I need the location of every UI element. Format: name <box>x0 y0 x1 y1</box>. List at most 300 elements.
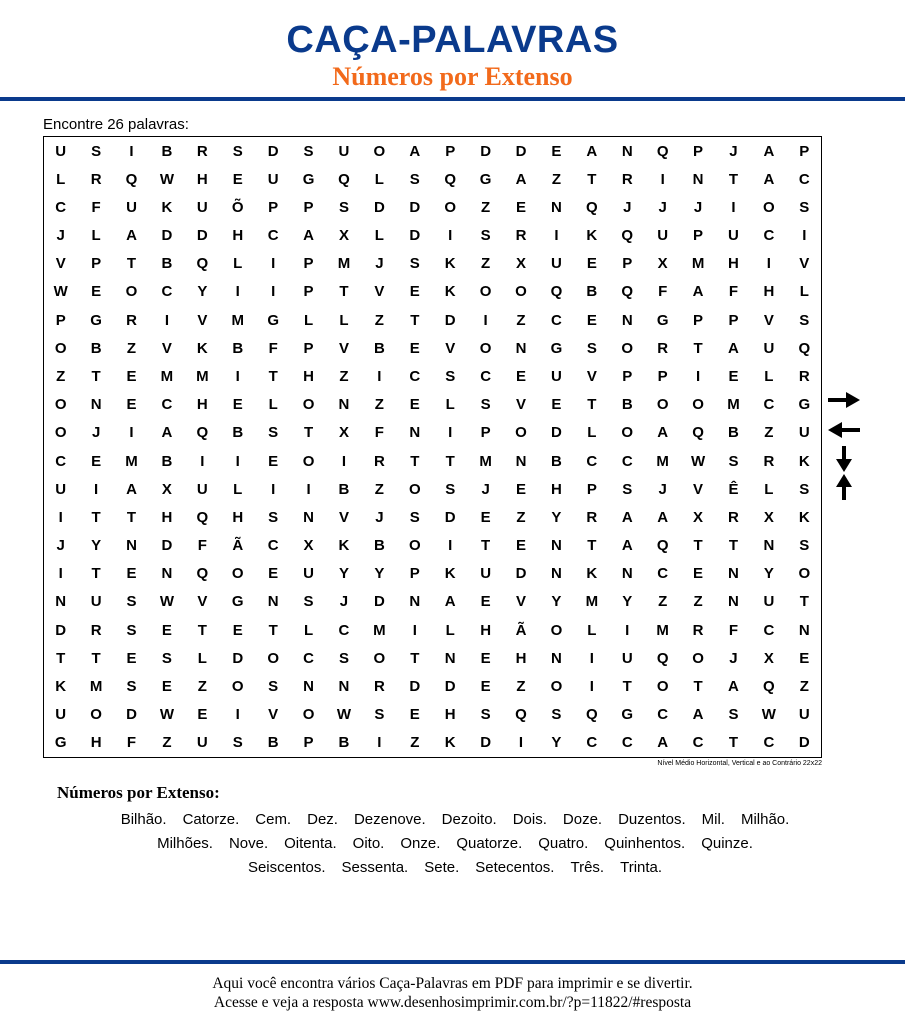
grid-letter: S <box>303 142 314 160</box>
grid-letter: U <box>551 368 562 386</box>
grid-letter: L <box>445 621 455 639</box>
grid-letter: H <box>196 170 208 188</box>
grid-letter: R <box>586 508 598 526</box>
grid-letter: L <box>233 255 243 273</box>
grid-letter: U <box>196 480 208 498</box>
grid-letter: C <box>692 734 704 752</box>
word-list-item: Sessenta. <box>341 859 409 876</box>
grid-letter: A <box>692 283 704 301</box>
grid-letter: T <box>91 565 101 583</box>
grid-letter: T <box>56 649 66 667</box>
grid-letter: S <box>728 706 739 724</box>
grid-letter: H <box>480 621 492 639</box>
grid-letter: G <box>479 170 492 188</box>
grid-letter: I <box>766 255 771 273</box>
grid-letter: L <box>799 283 809 301</box>
grid-letter: A <box>621 508 633 526</box>
grid-letter: Z <box>481 255 491 273</box>
grid-letter: I <box>377 734 382 752</box>
page-title: CAÇA-PALAVRAS <box>286 19 619 61</box>
grid-letter: L <box>374 170 384 188</box>
grid-letter: M <box>231 311 244 329</box>
grid-letter: I <box>341 452 347 470</box>
grid-letter: O <box>373 142 386 160</box>
word-list-item: Milhão. <box>740 811 790 828</box>
grid-letter: Õ <box>231 198 244 216</box>
grid-letter: J <box>375 508 384 526</box>
grid-letter: G <box>267 311 279 329</box>
grid-letter: X <box>303 537 314 555</box>
grid-letter: T <box>587 396 597 414</box>
grid-letter: U <box>55 142 67 160</box>
grid-letter: P <box>622 255 633 273</box>
grid-letter: S <box>268 508 279 526</box>
grid-letter: I <box>448 227 453 245</box>
grid-letter: L <box>268 396 278 414</box>
grid-letter: S <box>268 424 279 442</box>
grid-letter: T <box>197 621 207 639</box>
grid-letter: C <box>586 734 598 752</box>
grid-letter: U <box>763 593 775 611</box>
grid-letter: U <box>798 424 810 442</box>
grid-letter: D <box>232 649 244 667</box>
word-list-item: Trinta. <box>620 859 663 876</box>
grid-letter: E <box>516 537 527 555</box>
grid-letter: P <box>693 142 704 160</box>
grid-letter: Z <box>374 480 384 498</box>
grid-letter: C <box>763 621 775 639</box>
grid-letter: V <box>161 339 172 357</box>
grid-letter: C <box>763 396 775 414</box>
grid-letter: N <box>621 142 633 160</box>
grid-letter: U <box>763 339 775 357</box>
grid-letter: T <box>587 537 597 555</box>
grid-letter: O <box>302 706 315 724</box>
grid-letter: P <box>303 255 314 273</box>
grid-letter: B <box>338 734 350 752</box>
grid-letter: P <box>693 227 704 245</box>
word-list-item: Bilhão. <box>120 811 167 828</box>
grid-letter: K <box>586 565 598 583</box>
grid-letter: D <box>373 198 385 216</box>
grid-letter: U <box>126 198 137 216</box>
grid-letter: P <box>480 424 491 442</box>
grid-letter: N <box>338 678 350 696</box>
grid-letter: E <box>693 565 704 583</box>
grid-letter: T <box>126 508 137 526</box>
grid-letter: T <box>91 368 101 386</box>
grid-letter: C <box>586 452 598 470</box>
grid-letter: F <box>374 424 384 442</box>
grid-letter: D <box>55 621 67 639</box>
grid-letter: N <box>763 537 775 555</box>
word-list <box>40 808 870 880</box>
grid-letter: S <box>409 508 420 526</box>
grid-letter: L <box>587 424 597 442</box>
grid-letter: X <box>516 255 527 273</box>
grid-letter: R <box>373 678 385 696</box>
grid-letter: U <box>551 255 562 273</box>
grid-letter: C <box>657 706 669 724</box>
grid-letter: X <box>693 508 704 526</box>
grid-letter: K <box>444 734 456 752</box>
grid-letter: T <box>126 255 137 273</box>
footer-divider <box>0 960 905 964</box>
grid-letter: N <box>515 339 527 357</box>
grid-letter: Q <box>196 255 209 273</box>
grid-letter: J <box>339 593 349 611</box>
grid-letter: P <box>303 283 314 301</box>
grid-letter: T <box>799 593 809 611</box>
grid-letter: F <box>728 283 739 301</box>
grid-letter: P <box>586 480 597 498</box>
grid-letter: Ã <box>515 621 527 639</box>
grid-letter: D <box>480 142 492 160</box>
grid-letter: C <box>657 565 669 583</box>
grid-letter: U <box>55 706 67 724</box>
grid-letter: A <box>692 706 704 724</box>
footer-line-1: Aqui você encontra vários Caça-Palavras em PDF para imprimir e se divertir. <box>212 975 693 992</box>
grid-letter: T <box>693 339 703 357</box>
grid-letter: C <box>621 452 633 470</box>
grid-letter: I <box>306 480 311 498</box>
grid-letter: P <box>622 368 633 386</box>
grid-letter: C <box>338 621 350 639</box>
grid-letter: O <box>90 706 102 724</box>
grid-letter: Q <box>763 678 775 696</box>
grid-letter: P <box>91 255 102 273</box>
word-search-grid <box>43 137 822 757</box>
grid-letter: H <box>90 734 102 752</box>
grid-letter: S <box>338 649 349 667</box>
grid-letter: R <box>798 368 810 386</box>
word-list-item: Dois. <box>512 811 547 828</box>
grid-letter: R <box>621 170 633 188</box>
grid-letter: I <box>58 565 63 583</box>
grid-letter: Q <box>621 227 634 245</box>
grid-letter: V <box>55 255 66 273</box>
grid-letter: I <box>129 142 134 160</box>
grid-letter: Z <box>481 198 491 216</box>
grid-letter: F <box>91 198 101 216</box>
grid-letter: N <box>728 593 739 611</box>
grid-letter: A <box>728 678 739 696</box>
grid-letter: G <box>656 311 669 329</box>
grid-letter: A <box>444 593 456 611</box>
grid-letter: P <box>268 198 279 216</box>
grid-letter: U <box>338 142 350 160</box>
grid-letter: C <box>161 283 173 301</box>
grid-letter: O <box>479 339 492 357</box>
grid-letter: D <box>409 198 421 216</box>
word-list-item: Quatorze. <box>456 835 523 852</box>
grid-letter: V <box>374 283 385 301</box>
grid-letter: M <box>691 255 705 273</box>
grid-letter: G <box>54 734 67 752</box>
grid-letter: D <box>126 706 137 724</box>
grid-letter: P <box>55 311 66 329</box>
grid-letter: U <box>90 593 102 611</box>
grid-letter: L <box>764 480 774 498</box>
grid-letter: D <box>161 537 173 555</box>
grid-letter: V <box>445 339 456 357</box>
grid-letter: N <box>621 311 633 329</box>
grid-letter: E <box>91 452 102 470</box>
grid-letter: I <box>589 649 594 667</box>
grid-letter: E <box>268 565 279 583</box>
grid-letter: E <box>232 396 243 414</box>
grid-letter: Y <box>551 508 562 526</box>
grid-letter: W <box>761 706 776 724</box>
grid-letter: Z <box>658 593 668 611</box>
grid-letter: U <box>55 480 67 498</box>
grid-letter: B <box>90 339 102 357</box>
grid-letter: A <box>303 227 314 245</box>
grid-letter: R <box>90 621 102 639</box>
arrow-left-icon <box>826 420 862 440</box>
grid-letter: B <box>232 424 244 442</box>
grid-letter: N <box>692 170 704 188</box>
grid-letter: N <box>303 678 314 696</box>
grid-letter: W <box>53 283 68 301</box>
grid-letter: B <box>161 255 173 273</box>
grid-letter: I <box>271 283 276 301</box>
grid-letter: A <box>126 480 137 498</box>
grid-letter: A <box>657 424 669 442</box>
grid-letter: D <box>409 678 421 696</box>
arrow-up-icon <box>834 472 854 502</box>
grid-letter: T <box>268 621 278 639</box>
grid-letter: M <box>337 255 351 273</box>
word-list-item: Oito. <box>352 835 385 852</box>
grid-letter: L <box>339 311 349 329</box>
grid-letter: E <box>126 396 137 414</box>
grid-letter: O <box>692 396 704 414</box>
grid-letter: K <box>196 339 208 357</box>
grid-letter: C <box>55 452 67 470</box>
grid-letter: Q <box>621 283 634 301</box>
grid-letter: X <box>763 508 774 526</box>
grid-letter: R <box>373 452 385 470</box>
grid-letter: K <box>55 678 67 696</box>
word-list-item: Duzentos. <box>618 811 686 828</box>
grid-letter: I <box>448 424 453 442</box>
grid-letter: B <box>621 396 633 414</box>
grid-letter: C <box>267 227 279 245</box>
grid-letter: I <box>58 508 63 526</box>
grid-letter: O <box>692 649 704 667</box>
grid-letter: E <box>197 706 208 724</box>
grid-letter: S <box>551 706 562 724</box>
grid-letter: S <box>268 678 279 696</box>
grid-letter: Z <box>162 734 172 752</box>
grid-letter: E <box>409 339 420 357</box>
grid-letter: T <box>728 537 739 555</box>
grid-letter: E <box>480 508 491 526</box>
grid-letter: Ã <box>232 537 244 555</box>
grid-letter: S <box>126 593 137 611</box>
grid-letter: N <box>551 198 562 216</box>
grid-letter: S <box>409 255 420 273</box>
grid-letter: O <box>231 678 244 696</box>
grid-letter: A <box>161 424 173 442</box>
grid-letter: E <box>126 368 137 386</box>
grid-letter: E <box>409 283 420 301</box>
grid-letter: E <box>728 368 739 386</box>
grid-letter: W <box>159 170 174 188</box>
grid-letter: V <box>799 255 810 273</box>
grid-letter: Z <box>374 311 384 329</box>
grid-letter: W <box>159 706 174 724</box>
grid-letter: D <box>444 678 456 696</box>
grid-letter: T <box>410 311 420 329</box>
grid-letter: Y <box>91 537 102 555</box>
grid-letter: T <box>587 170 597 188</box>
grid-letter: S <box>303 593 314 611</box>
grid-letter: S <box>622 480 633 498</box>
grid-letter: I <box>695 368 701 386</box>
word-list-item: Dezoito. <box>441 811 497 828</box>
grid-letter: S <box>799 537 810 555</box>
grid-letter: A <box>409 142 421 160</box>
grid-letter: T <box>693 678 703 696</box>
grid-letter: S <box>126 621 137 639</box>
grid-letter: A <box>515 170 527 188</box>
grid-letter: Z <box>764 424 774 442</box>
grid-letter: E <box>586 311 597 329</box>
grid-letter: I <box>483 311 488 329</box>
grid-letter: Q <box>515 706 527 724</box>
grid-letter: T <box>728 170 739 188</box>
grid-letter: T <box>410 649 420 667</box>
grid-letter: I <box>129 424 134 442</box>
word-list-item: Mil. <box>701 811 725 828</box>
grid-letter: M <box>160 368 174 386</box>
grid-letter: V <box>763 311 774 329</box>
grid-letter: S <box>445 480 456 498</box>
grid-letter: L <box>197 649 207 667</box>
grid-letter: C <box>763 227 775 245</box>
grid-letter: K <box>798 452 810 470</box>
grid-letter: O <box>125 283 138 301</box>
grid-letter: O <box>54 424 67 442</box>
grid-letter: T <box>622 678 632 696</box>
grid-letter: C <box>55 198 67 216</box>
grid-letter: J <box>56 227 65 245</box>
word-list-item: Três. <box>570 859 605 876</box>
grid-letter: H <box>763 283 775 301</box>
word-list-item: Dezenove. <box>353 811 426 828</box>
grid-letter: U <box>196 734 208 752</box>
header-divider <box>0 97 905 101</box>
grid-letter: E <box>409 706 420 724</box>
grid-letter: J <box>623 198 632 216</box>
grid-letter: J <box>729 142 738 160</box>
grid-letter: S <box>161 649 172 667</box>
grid-letter: E <box>268 452 279 470</box>
grid-letter: Q <box>656 537 669 555</box>
grid-letter: M <box>656 621 669 639</box>
word-list-item: Quinze. <box>701 835 753 852</box>
grid-letter: Q <box>338 170 350 188</box>
grid-letter: A <box>657 734 669 752</box>
grid-letter: Q <box>585 198 598 216</box>
grid-letter: O <box>267 649 279 667</box>
grid-letter: L <box>91 227 101 245</box>
grid-letter: G <box>550 339 563 357</box>
arrow-right-icon <box>826 390 862 410</box>
grid-letter: Q <box>550 283 563 301</box>
word-list-title: Números por Extenso: <box>57 783 220 802</box>
grid-letter: J <box>693 198 703 216</box>
grid-letter: Z <box>126 339 137 357</box>
grid-letter: M <box>585 593 599 611</box>
grid-letter: R <box>728 508 739 526</box>
grid-letter: O <box>54 396 67 414</box>
grid-letter: I <box>554 227 559 245</box>
grid-letter: Z <box>197 678 207 696</box>
grid-letter: O <box>763 198 775 216</box>
grid-letter: T <box>91 649 101 667</box>
grid-letter: Y <box>551 593 562 611</box>
grid-letter: X <box>338 424 349 442</box>
word-list-item: Sete. <box>424 859 460 876</box>
grid-letter: B <box>551 452 562 470</box>
grid-letter: Z <box>693 593 703 611</box>
grid-letter: D <box>409 227 421 245</box>
grid-letter: P <box>728 311 739 329</box>
grid-letter: P <box>799 142 810 160</box>
grid-letter: J <box>56 537 65 555</box>
grid-letter: U <box>303 565 314 583</box>
grid-letter: M <box>89 678 103 696</box>
grid-letter: P <box>303 198 314 216</box>
grid-letter: A <box>763 170 775 188</box>
grid-letter: I <box>589 678 594 696</box>
grid-letter: W <box>159 593 174 611</box>
grid-letter: S <box>480 396 491 414</box>
grid-letter: Q <box>196 508 209 526</box>
grid-letter: B <box>586 283 598 301</box>
grid-letter: J <box>481 480 490 498</box>
grid-letter: T <box>481 537 491 555</box>
grid-letter: O <box>408 537 421 555</box>
grid-letter: P <box>657 368 668 386</box>
grid-letter: W <box>336 706 352 724</box>
grid-letter: Z <box>374 396 384 414</box>
grid-letter: L <box>56 170 66 188</box>
grid-letter: Q <box>656 649 669 667</box>
grid-letter: N <box>551 537 562 555</box>
grid-letter: E <box>91 283 102 301</box>
grid-letter: G <box>621 706 634 724</box>
grid-letter: G <box>302 170 315 188</box>
grid-letter: I <box>731 198 736 216</box>
grid-letter: F <box>658 283 668 301</box>
grid-letter: E <box>799 649 810 667</box>
grid-letter: R <box>692 621 704 639</box>
grid-letter: K <box>444 283 456 301</box>
grid-letter: Z <box>799 678 809 696</box>
grid-letter: B <box>161 452 173 470</box>
grid-letter: E <box>516 198 527 216</box>
grid-letter: L <box>374 227 384 245</box>
grid-letter: P <box>445 142 456 160</box>
grid-letter: G <box>231 593 244 611</box>
grid-letter: I <box>235 368 240 386</box>
grid-letter: N <box>444 649 456 667</box>
grid-letter: O <box>408 480 421 498</box>
